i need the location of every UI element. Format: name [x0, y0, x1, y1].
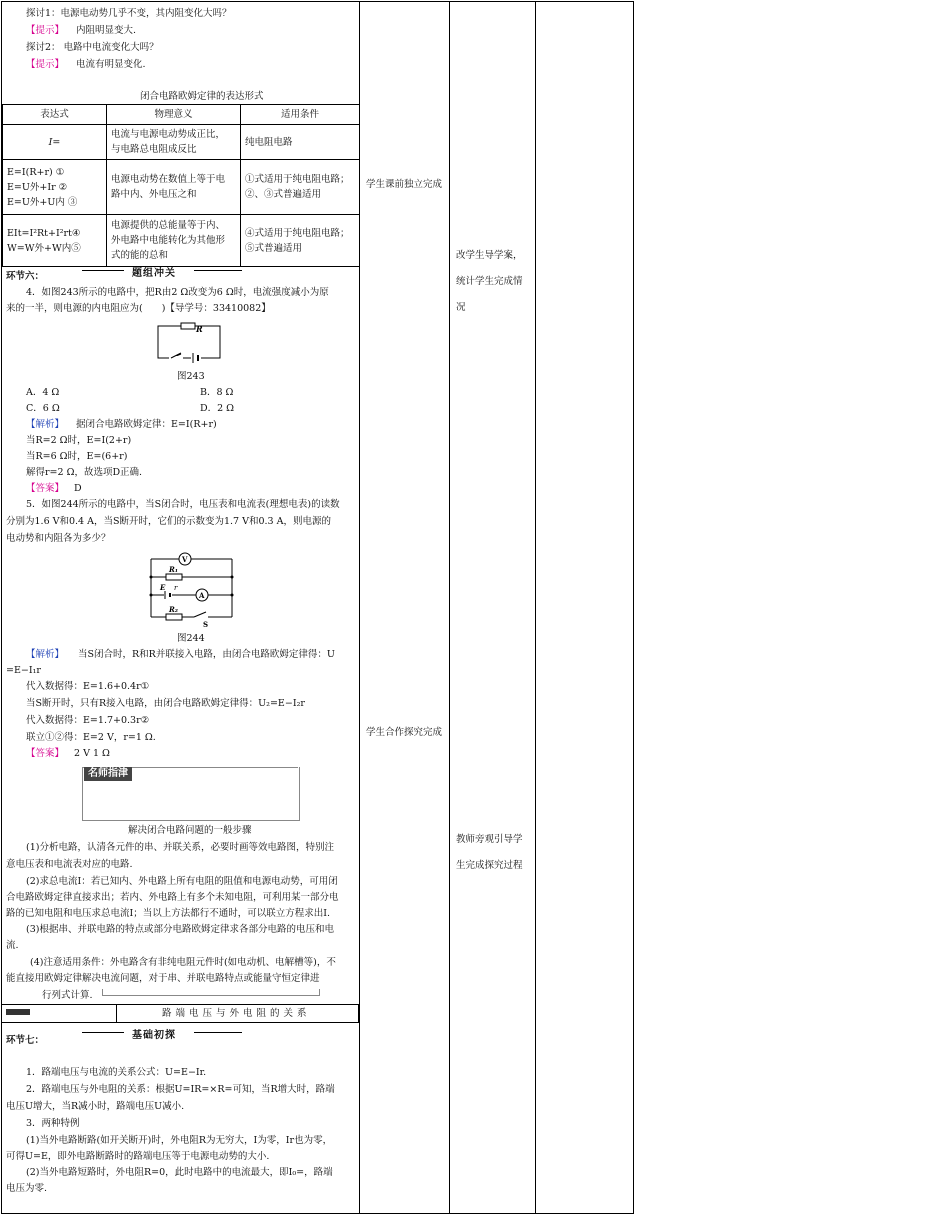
discussion-1: 探讨1：电源电动势几乎不变，其内阻变化大吗？	[26, 8, 232, 19]
switch-label: S	[203, 620, 209, 629]
problem-4: 4．如图243所示的电路中，把R由2 Ω改变为6 Ω时，电流强度减小为原	[26, 287, 329, 298]
figure-caption: 图243	[177, 371, 205, 382]
analysis-line: 联立①②得：E=2 V，r=1 Ω.	[26, 732, 156, 743]
basics-line: 电压U增大，当R减小时，路端电压U减小.	[6, 1101, 185, 1112]
student-note: 学生课前独立完成	[366, 179, 443, 190]
r1-label: R₁	[169, 565, 178, 574]
r2-label: R₂	[169, 605, 178, 614]
tip-box	[82, 767, 300, 821]
basics-line: 2．路端电压与外电阻的关系：根据U=IR=×R=可知，当R增大时，路端	[26, 1084, 335, 1095]
tip-line: (3)根据串、并联电路的特点或部分电路欧姆定律求各部分电路的电压和电	[26, 924, 334, 935]
tip-line: 行列式计算.	[42, 990, 93, 1001]
hint-2: 电流有明显变化.	[76, 59, 146, 70]
analysis-line: 当R=6 Ω时，E=(6+r)	[26, 451, 128, 462]
analysis-line: 当S断开时，只有R接入电路，由闭合电路欧姆定律得：U₂=E−I₂r	[26, 698, 305, 709]
problem-5: 分别为1.6 V和0.4 A，当S断开时，它们的示数变为1.7 V和0.3 A，则电源的	[6, 516, 331, 527]
voltmeter-label: V	[182, 555, 188, 564]
answer-tag: 【答案】	[26, 748, 65, 759]
option-b: B．8 Ω	[200, 387, 234, 398]
analysis-line: 代入数据得：E=1.6+0.4r①	[26, 681, 150, 692]
expr-cell: EIt=I²Rt+I²rt④ W=W外+W内⑤	[3, 215, 107, 267]
figure-caption: 图244	[177, 633, 205, 644]
expr-cell: I=	[3, 125, 107, 160]
tip-label: 名师指津	[84, 767, 132, 781]
ammeter-label: A	[199, 591, 205, 600]
header-expression: 表达式	[3, 105, 107, 125]
answer-tag: 【答案】	[26, 483, 65, 494]
circuit-figure-244	[146, 551, 238, 629]
section-band: 基础初探	[82, 1028, 242, 1038]
teacher-note: 教师旁观引导学 生完成探究过程	[456, 834, 523, 871]
analysis-line: 代入数据得：E=1.7+0.3r②	[26, 715, 150, 726]
student-note: 学生合作探究完成	[366, 727, 443, 738]
option-c: C．6 Ω	[26, 403, 60, 414]
answer-4: D	[74, 483, 82, 494]
teacher-note: 改学生导学案， 统计学生完成情 况	[456, 250, 523, 313]
resistor-label: R	[196, 324, 203, 334]
tip-line: (2)求总电流I：若已知内、外电路上所有电阻的阻值和电源电动势，可用闭	[26, 876, 338, 887]
tip-line: 路的已知电阻和电压求总电流I；当以上方法都行不通时，可以联立方程求出I.	[6, 908, 331, 919]
problem-5: 5．如图244所示的电路中，当S闭合时，电压表和电流表(理想电表)的读数	[26, 499, 340, 510]
tip-line: 意电压表和电流表对应的电路.	[6, 859, 133, 870]
section-marker-icon	[6, 1009, 30, 1015]
tip-line: 能直接用欧姆定律解决电流问题，对于串、并联电路特点或能量守恒定律进	[6, 973, 320, 984]
analysis-tag: 【解析】	[26, 649, 65, 660]
condition-cell: ④式适用于纯电阻电路； ⑤式普遍适用	[241, 215, 360, 267]
condition-cell: ①式适用于纯电阻电路； ②、③式普遍适用	[241, 160, 360, 215]
basics-line: 3．两种特例	[26, 1118, 80, 1129]
analysis-line: =E−I₁r	[6, 665, 41, 676]
problem-4: 来的一半，则电源的内电阻应为( )【导学号：33410082】	[6, 303, 271, 314]
condition-cell: 纯电阻电路	[241, 125, 360, 160]
step-label: 环节七：	[6, 1035, 45, 1046]
option-d: D．2 Ω	[200, 403, 235, 414]
hint-tag: 【提示】	[26, 25, 65, 36]
analysis-line: 当S闭合时，R和R并联接入电路，由闭合电路欧姆定律得：U	[78, 649, 335, 660]
hint-tag: 【提示】	[26, 59, 65, 70]
analysis-line: 据闭合电路欧姆定律：E=I(R+r)	[76, 419, 217, 430]
basics-line: 电压为零.	[6, 1183, 48, 1194]
basics-line: 可得U=E，即外电路断路时的路端电压等于电源电动势的大小.	[6, 1151, 270, 1162]
analysis-line: 解得r=2 Ω，故选项D正确.	[26, 467, 143, 478]
section-band: 题组冲关	[82, 266, 242, 276]
tip-line: 合电路欧姆定律直接求出；若内、外电路上有多个未知电阻，可利用某一部分电	[6, 892, 339, 903]
basics-line: (1)当外电路断路(如开关断开)时，外电阻R为无穷大，I为零，Ir也为零，	[26, 1135, 333, 1146]
answer-5: 2 V 1 Ω	[74, 748, 110, 759]
basics-line: 1．路端电压与电流的关系公式：U=E−Ir.	[26, 1067, 207, 1078]
header-meaning: 物理意义	[107, 105, 241, 125]
header-condition: 适用条件	[241, 105, 360, 125]
circuit-figure-243	[155, 318, 225, 364]
tip-line: 流.	[6, 940, 19, 951]
table-caption: 闭合电路欧姆定律的表达形式	[140, 91, 264, 102]
problem-5: 电动势和内阻各为多少？	[6, 533, 111, 544]
law-table	[2, 104, 360, 267]
meaning-cell: 电源电动势在数值上等于电 路中内、外电压之和	[107, 160, 241, 215]
internal-r-label: r	[174, 584, 178, 592]
meaning-cell: 电源提供的总能量等于内、 外电路中电能转化为其他形 式的能的总和	[107, 215, 241, 267]
meaning-cell: 电流与电源电动势成正比， 与电路总电阻成反比	[107, 125, 241, 160]
discussion-2: 探讨2： 电路中电流变化大吗？	[26, 42, 159, 53]
tip-line: (4)注意适用条件：外电路含有非纯电阻元件时(如电动机、电解槽等)，不	[30, 957, 336, 968]
analysis-tag: 【解析】	[26, 419, 65, 430]
step-label: 环节六：	[6, 271, 45, 282]
hint-1: 内阻明显变大.	[76, 25, 137, 36]
tip-title: 解决闭合电路问题的一般步骤	[128, 825, 252, 836]
emf-label: E	[160, 583, 166, 592]
basics-line: (2)当外电路短路时，外电阻R=0，此时电路中的电流最大，即I₀=，路端	[26, 1167, 333, 1178]
column-divider	[535, 1, 536, 1214]
analysis-line: 当R=2 Ω时，E=I(2+r)	[26, 435, 132, 446]
tip-box-bottom	[102, 989, 320, 996]
column-divider	[449, 1, 450, 1214]
expr-cell: E=I(R+r) ① E=U外+Ir ② E=U外+U内 ③	[3, 160, 107, 215]
section-bar	[1, 1004, 359, 1023]
section-title: 路端电压与外电阻的关系	[162, 1008, 311, 1019]
tip-line: (1)分析电路，认清各元件的串、并联关系，必要时画等效电路图，特别注	[26, 842, 334, 853]
option-a: A．4 Ω	[26, 387, 60, 398]
